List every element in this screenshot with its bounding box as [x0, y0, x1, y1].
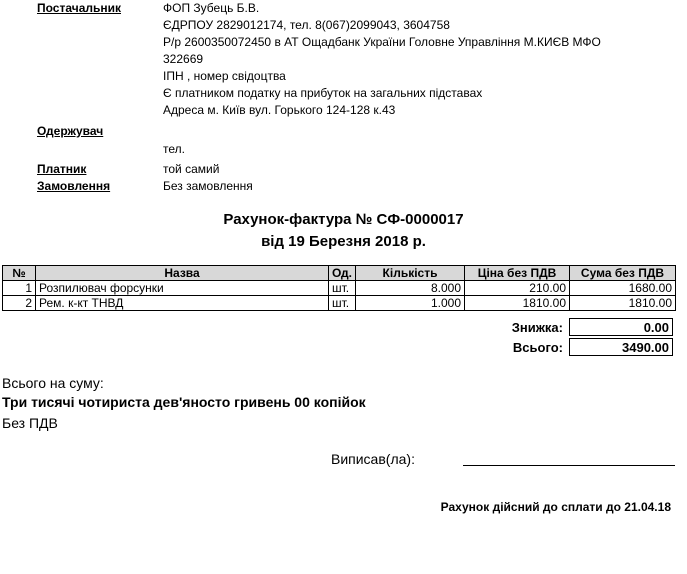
- invoice-title: Рахунок-фактура № СФ-0000017: [223, 211, 464, 228]
- order-label: Замовлення: [37, 179, 111, 193]
- supplier-ipn: ІПН , номер свідоцтва: [163, 69, 286, 83]
- row-name: Розпилювач форсунки: [36, 281, 329, 296]
- col-header-unit: Од.: [329, 266, 356, 281]
- row-sum: 1680.00: [570, 281, 676, 296]
- invoice-date: від 19 Березня 2018 р.: [261, 233, 426, 250]
- row-unit: шт.: [329, 281, 356, 296]
- table-row: [3, 281, 676, 296]
- recipient-label: Одержувач: [37, 124, 104, 138]
- col-header-price: Ціна без ПДВ: [465, 266, 570, 281]
- order-value: Без замовлення: [163, 179, 253, 193]
- total-label: Всього:: [512, 340, 563, 355]
- items-table: [2, 265, 676, 311]
- discount-value: 0.00: [569, 318, 673, 336]
- payer-label: Платник: [37, 162, 87, 176]
- sum-in-words: Три тисячі чотириста дев'яносто гривень 00 копійок: [2, 394, 366, 410]
- row-name: Рем. к-кт ТНВД: [36, 296, 329, 311]
- supplier-edrpou: ЄДРПОУ 2829012174, тел. 8(067)2099043, 3604758: [163, 18, 450, 32]
- validity-note: Рахунок дійсний до сплати до 21.04.18: [440, 500, 671, 514]
- table-row: [3, 296, 676, 311]
- vat-note: Без ПДВ: [2, 415, 58, 431]
- col-header-quantity: Кількість: [356, 266, 465, 281]
- row-number: 1: [3, 281, 36, 296]
- supplier-address: Адреса м. Київ вул. Горького 124-128 к.43: [163, 103, 396, 117]
- signature-label: Виписав(ла):: [331, 451, 415, 467]
- sum-label: Всього на суму:: [2, 375, 104, 391]
- col-header-number: №: [3, 266, 36, 281]
- supplier-mfo: 322669: [163, 52, 204, 66]
- col-header-sum: Сума без ПДВ: [570, 266, 676, 281]
- discount-label: Знижка:: [511, 320, 563, 335]
- recipient-phone: тел.: [163, 142, 185, 156]
- row-price: 1810.00: [465, 296, 570, 311]
- row-price: 210.00: [465, 281, 570, 296]
- table-header-row: [3, 266, 676, 281]
- row-number: 2: [3, 296, 36, 311]
- row-sum: 1810.00: [570, 296, 676, 311]
- supplier-tax-status: Є платником податку на прибуток на загальних підставах: [163, 86, 483, 100]
- supplier-label: Постачальник: [37, 1, 121, 15]
- col-header-name: Назва: [36, 266, 329, 281]
- row-quantity: 8.000: [356, 281, 465, 296]
- supplier-account: Р/р 2600350072450 в АТ Ощадбанк України Головне Управління М.КИЄВ МФО: [163, 35, 601, 49]
- row-unit: шт.: [329, 296, 356, 311]
- payer-value: той самий: [163, 162, 220, 176]
- supplier-name: ФОП Зубець Б.В.: [163, 1, 260, 15]
- row-quantity: 1.000: [356, 296, 465, 311]
- signature-line: [463, 465, 675, 466]
- total-value: 3490.00: [569, 338, 673, 356]
